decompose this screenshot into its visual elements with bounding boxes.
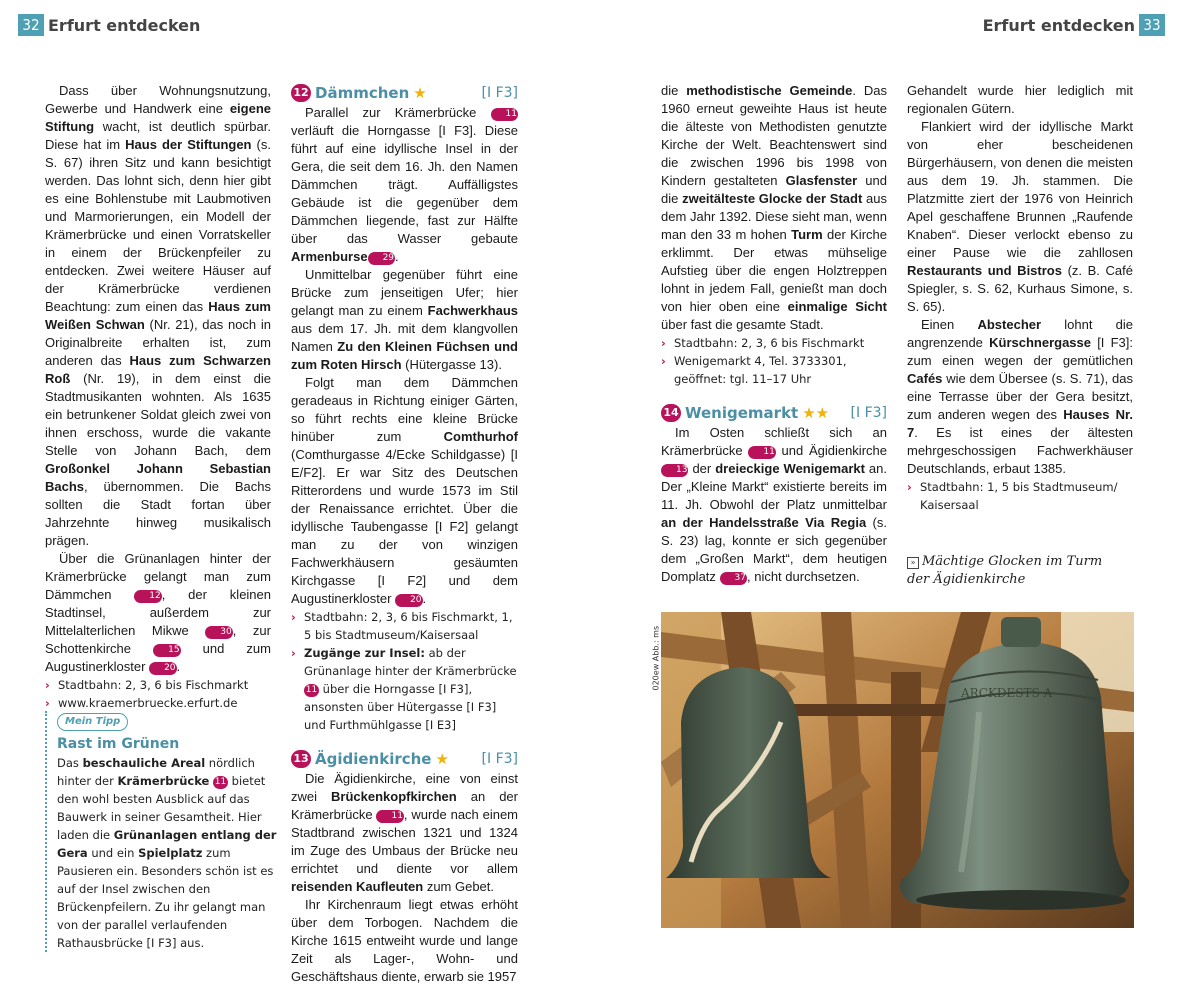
chevron-icon: › [907,480,912,494]
star-icon: ★ [413,84,427,102]
paragraph: Dass über Wohnungsnutzung, Gewerbe und Handwerk eine eigene Stiftung wacht, ist deutlich spürbar. Diese hat im Haus der Stiftungen (s. S. 67) ihren Sitz und kann besichtigt werden. Das lohnt sich, denn hier gibt es eine Bohlenstube mit Laubmotiven und Marmorierungen, ein Modell der Krämerbrücke und einen Vorratskeller in einem der Brückenpfeiler zu entdecken. Zwei weitere Häuser auf der Krämerbrücke verdienen Beachtung: zum einen das Haus zum Weißen Schwan (Nr. 21), das noch in Originalbreite erhalten ist, zum anderen das Haus zum Schwarzen Roß (Nr. 19), in dem einst die Stadtmusikanten wohnten. Als 1635 ein betrunkener Soldat gleich zwei von ihnen erschoss, wurde die vakante Stelle von Johann Bach, dem Großonkel Johann Sebastian Bachs, übernommen. Die Bachs sollten die Stadt fortan über Jahrzehnte hinweg musikalisch prägen. [45,83,271,548]
chevron-icon: › [45,678,50,692]
column-1 [45,82,271,712]
poi-badge-37[interactable]: 37 [720,572,747,585]
star-icon: ★★ [802,404,830,422]
tip-text: Das beschauliche Areal nördlich hinter der Krämerbrücke 11 bietet den wohl besten Ausblick auf das Bauwerk in seiner Gesamtheit. Hier laden die Grünanlagen entlang der Gera und ein Spielplatz zum Pausieren ein. Besonders schön ist es auf der Insel zwischen den Brückenpfeilern. Zu ihr gelangt man von der parallel verlaufenden Rathausbrücke [I F3] aus. [57,756,277,950]
section-number-badge: 14 [661,404,681,422]
left-running-head: Erfurt entdecken [48,16,201,35]
chevron-icon: › [661,336,666,350]
poi-badge-12[interactable]: 12 [134,590,161,603]
paragraph: Einen Abstecher lohnt die angrenzende Kürschnergasse [I F3]: zum einen wegen der gemütlichen Cafés wie dem Übersee (s. S. 71), das eine Terrasse über der Gera besitzt, zum anderen wegen des Hauses Nr. 7. Es ist eines der ältesten mehrgeschossigen Fachwerkhäuser Deutschlands, erbaut 1385. [907,317,1134,476]
info-line: › Wenigemarkt 4, Tel. 3733301, geöffnet: tgl. 11–17 Uhr [661,354,847,386]
section-number-badge: 12 [291,84,311,102]
paragraph: Über die Grünanlagen hinter der Krämerbrücke gelangt man zum Dämmchen 12, der kleinen Stadtinsel, außerdem zur Mittelalterlichen Mikwe 30, zur Schottenkirche 15 und zum Augustinerkloster 20. [45,551,271,674]
bell-inscription: ARCKDESTS A [961,686,1053,700]
info-line: › Stadtbahn: 2, 3, 6 bis Fischmarkt [661,336,865,350]
map-grid-ref: [I F3] [850,405,887,421]
poi-badge-15[interactable]: 15 [153,644,180,657]
info-line: › Stadtbahn: 2, 3, 6 bis Fischmarkt, 1, 5 bis Stadtmuseum/Kaisersaal [291,610,513,642]
map-grid-ref: [I F3] [481,85,518,101]
paragraph: Folgt man dem Dämmchen geradeaus in Richtung einiger Gärten, so führt rechts eine kleine Brücke hinüber zum Comthurhof (Comthurgasse 4/Ecke Schildgasse) [I E/F2]. Er war Sitz des Deutschen Ritterordens und wurde 1573 im Stil der Renaissance errichtet. Über die idyllische Taubengasse [I F2] gelangt man zu der von winzigen Fachwerkhäusern gesäumten Kirchgasse [I F2] und dem Augustinerkloster 20. [291,375,518,606]
mein-tipp-box [45,711,277,952]
poi-badge-20[interactable]: 20 [395,594,422,607]
photo-caption: » Mächtige Glocken im Turm der Ägidienkirche [907,554,1103,587]
paragraph: Gehandelt wurde hier lediglich mit regionalen Gütern. [907,83,1133,116]
chevron-icon: › [661,354,666,368]
poi-badge-20[interactable]: 20 [149,662,176,675]
right-page-number: 33 [1139,14,1165,36]
paragraph: Ihr Kirchenraum liegt etwas erhöht über dem Torbogen. Nachdem die Kirche 1615 entweiht wurde und lange Zeit als Lager-, Wohn- und Geschäftshaus diente, erwarb sie 1957 [291,897,518,984]
paragraph: Im Osten schließt sich an Krämerbrücke 11 und Ägidienkirche 13 der dreieckige Wenigemarkt an. Der „Kleine Markt“ existierte bereits im 11. Jh. Obwohl der Platz unmittelbar an der Handelsstraße Via Regia (s. S. 23) lag, konnte er sich gegenüber dem „Großen Markt“, dem heutigen Domplatz 37, nicht durchsetzen. [661,425,887,584]
poi-badge-11[interactable]: 11 [491,108,518,121]
paragraph: Parallel zur Krämerbrücke 11 verläuft die Horngasse [I F3]. Diese führt auf eine idyllische Insel in der Gera, die seit dem 16. Jh. den Namen Dämmchen trägt. Auffälligstes Gebäude ist die gegenüber dem Dämmchen liegende, fast zur Hälfte über das Wasser gebaute Armenburse 29. [291,105,518,264]
mein-tipp-badge: Mein Tipp [57,713,128,731]
star-icon: ★ [435,750,449,768]
section-number-badge: 13 [291,750,311,768]
chevron-icon: › [291,646,296,660]
section-heading-daemmchen: 12 Dämmchen ★ [I F3] [291,82,518,104]
poi-badge-30[interactable]: 30 [205,626,232,639]
poi-badge-11[interactable]: 11 [376,810,403,823]
website-link[interactable]: › www.kraemerbruecke.erfurt.de [45,696,238,710]
chevron-icon: › [45,696,50,710]
column-2 [291,82,518,986]
column-3 [661,82,887,586]
info-line: › Stadtbahn: 2, 3, 6 bis Fischmarkt [45,678,249,692]
right-running-head: Erfurt entdecken [982,16,1135,35]
paragraph: Flankiert wird der idyllische Markt von eher bescheidenen Bürgerhäusern, von denen die meisten aus dem 19. Jh. stammen. Die Platzmitte ziert der 1976 von Heinrich Apel geschaffene Brunnen „Raufende Knaben“. Dieser verlockt ebenso zu einer Pause wie die zahllosen Restaurants und Bistros (z. B. Café Spiegler, s. S. 62, Kurhaus Simone, s. S. 65). [907,119,1133,314]
poi-badge-29[interactable]: 29 [368,252,395,265]
paragraph: Die Ägidienkirche, eine von einst zwei Brückenkopfkirchen an der Krämerbrücke 11, wurde nach einem Stadtbrand zwischen 1321 und 1324 im Zuge des Umbaus der Brücke neu errichtet und diente vor allem reisenden Kaufleuten zum Gebet. [291,771,519,894]
photo-credit: 020ew Abb.: ms [651,625,661,691]
column-4 [907,82,1133,514]
info-line: › Stadtbahn: 1, 5 bis Stadtmuseum/ Kaisersaal [907,480,1118,512]
info-line: › Zugänge zur Insel: ab der Grünanlage hinter der Krämerbrücke 11 über die Horngasse [I F3], ansonsten über Hütergasse [I F3] und Furthmühlgasse [I E3] [291,646,517,732]
section-heading-wenigemarkt: 14 Wenigemarkt ★★ [I F3] [661,402,887,424]
bells-photo [661,612,1134,928]
map-grid-ref: [I F3] [481,751,518,767]
poi-badge-11[interactable]: 11 [748,446,775,459]
caption-pointer-icon: » [907,557,919,569]
paragraph: die methodistische Gemeinde. Das 1960 erneut geweihte Haus ist heute die älteste von Methodisten genutzte Kirche der Welt. Beachtenswert sind die zwischen 1996 bis 1998 von Kindern gestalteten Glasfenster und die zweitälteste Glocke der Stadt aus dem Jahr 1392. Diese sieht man, wenn man den 33 m hohen Turm der Kirche erklimmt. Der etwas mühselige Aufstieg über die engen Holztreppen lohnt in jedem Fall, genießt man doch von hier oben eine einmalige Sicht über fast die gesamte Stadt. [661,83,887,332]
paragraph: Unmittelbar gegenüber führt eine Brücke zum jenseitigen Ufer; hier gelangt man zu einem Fachwerkhaus aus dem 17. Jh. mit dem klangvollen Namen Zu den Kleinen Füchsen und zum Roten Hirsch (Hütergasse 13). [291,267,518,372]
left-page-number: 32 [18,14,44,36]
section-heading-aegidienkirche: 13 Ägidienkirche ★ [I F3] [291,748,518,770]
poi-badge-11[interactable]: 11 [214,777,227,787]
tip-title: Rast im Grünen [57,736,180,752]
chevron-icon: › [291,610,296,624]
poi-badge-13[interactable]: 13 [661,464,688,477]
poi-badge-11[interactable]: 11 [305,685,318,695]
